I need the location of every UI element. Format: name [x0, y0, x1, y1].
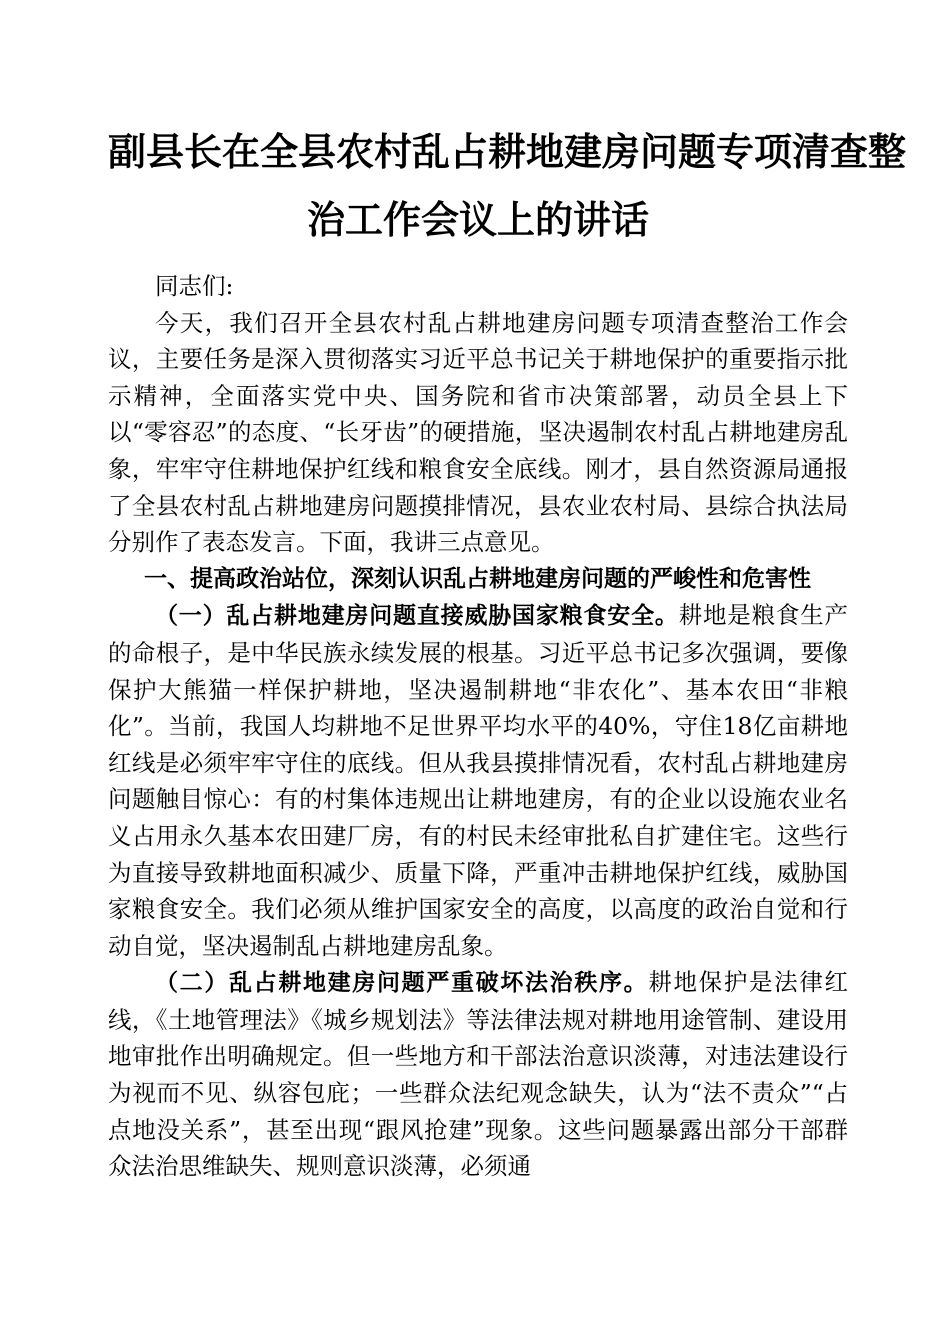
- point-2-lead: （二）乱占耕地建房问题严重破坏法治秩序。: [155, 970, 649, 997]
- document-body: [108, 268, 848, 1185]
- section-1-heading: 一、提高政治站位，深刻认识乱占耕地建房问题的严峻性和危害性: [144, 565, 811, 592]
- point-2-body: 耕地保护是法律红线，《土地管理法》《城乡规划法》等法律法规对耕地用途管制、建设用地审批作出明确规定。但一些地方和干部法治意识淡薄，对违法建设行为视而不见、纵容包庇；一些群众法纪观念缺失，认为“法不责众”“占点地没关系”，甚至出现“跟风抢建”现象。这些问题暴露出部分干部群众法治思维缺失、规则意识淡薄，必须通: [108, 968, 849, 1181]
- point-1-paragraph: [108, 597, 848, 964]
- document-title: [108, 118, 907, 254]
- document-page: [108, 118, 907, 1185]
- point-1-lead: （一）乱占耕地建房问题直接威胁国家粮食安全。: [155, 603, 679, 630]
- intro-paragraph: 今天，我们召开全县农村乱占耕地建房问题专项清查整治工作会议，主要任务是深入贯彻落实习近平总书记关于耕地保护的重要指示批示精神，全面落实党中央、国务院和省市决策部署，动员全县上下以“零容忍”的态度、“长牙齿”的硬措施，坚决遏制农村乱占耕地建房乱象，牢牢守住耕地保护红线和粮食安全底线。刚才，县自然资源局通报了全县农村乱占耕地建房问题摸排情况，县农业农村局、县综合执法局分别作了表态发言。下面，我讲三点意见。: [108, 308, 848, 557]
- title-line-2: 治工作会议上的讲话: [306, 198, 649, 242]
- title-line-1: 副县长在全县农村乱占耕地建房问题专项清查整: [108, 130, 907, 174]
- point-1-body: 耕地是粮食生产的命根子，是中华民族永续发展的根基。习近平总书记多次强调，要像保护大熊猫一样保护耕地，坚决遏制耕地“非农化”、基本农田“非粮化”。当前，我国人均耕地不足世界平均水平的40%，守住18亿亩耕地红线是必须牢牢守住的底线。但从我县摸排情况看，农村乱占耕地建房问题触目惊心：有的村集体违规出让耕地建房，有的企业以设施农业名义占用永久基本农田建厂房，有的村民未经审批私自扩建住宅。这些行为直接导致耕地面积减少、质量下降，严重冲击耕地保护红线，威胁国家粮食安全。我们必须从维护国家安全的高度，以高度的政治自觉和行动自觉，坚决遏制乱占耕地建房乱象。: [108, 601, 849, 960]
- point-2-paragraph: [108, 964, 848, 1185]
- salutation: 同志们:: [155, 272, 234, 300]
